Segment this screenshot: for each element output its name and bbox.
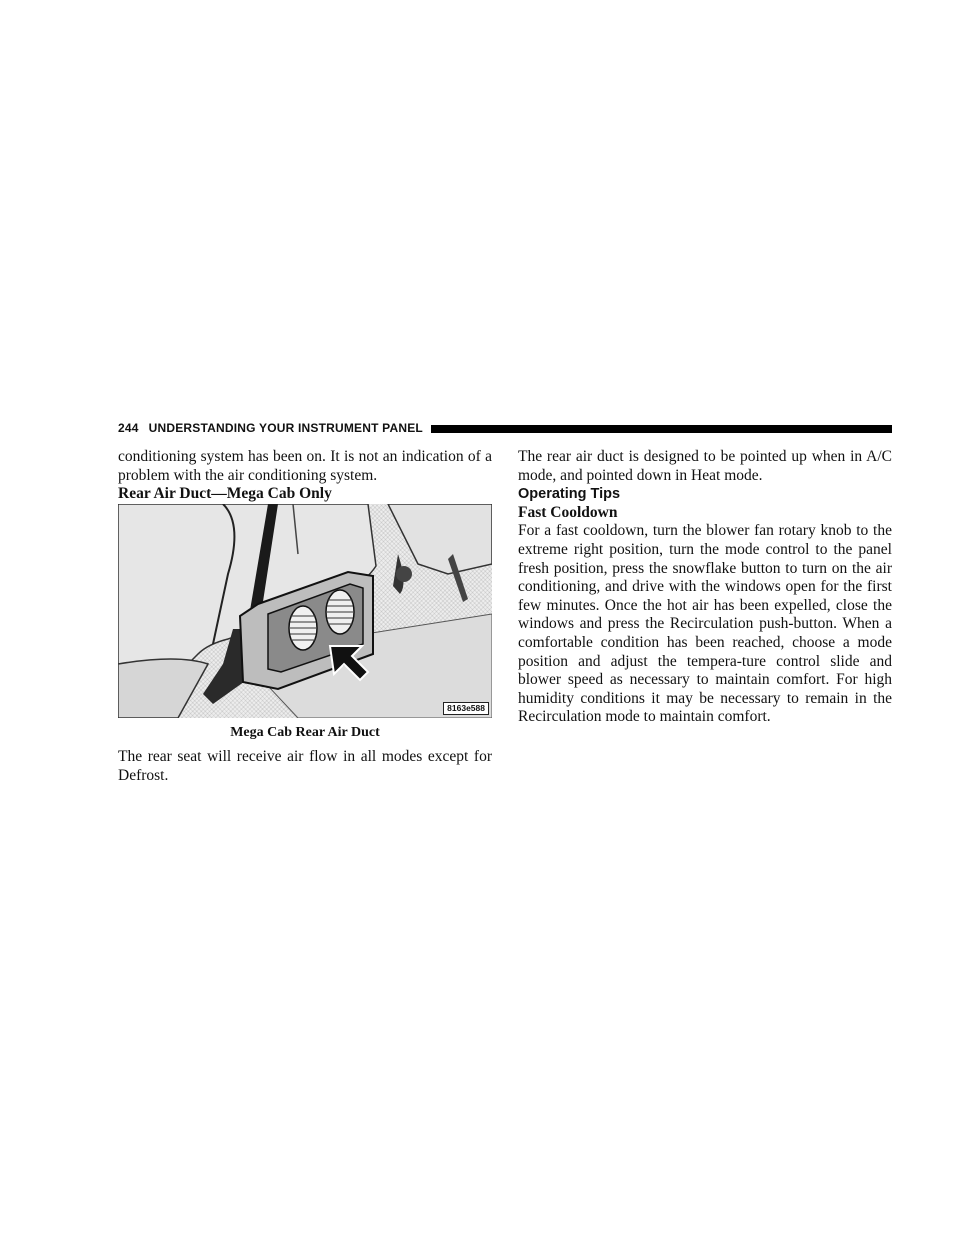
rear-air-duct-heading: Rear Air Duct—Mega Cab Only: [118, 485, 332, 503]
header-rule: [431, 425, 892, 433]
page-number: 244: [118, 421, 139, 435]
figure-id-label: 8163e588: [443, 702, 489, 715]
rear-air-duct-illustration: [118, 504, 492, 718]
fast-cooldown-subheading: Fast Cooldown: [518, 503, 618, 521]
illustration-drawing: [118, 504, 492, 718]
section-title: UNDERSTANDING YOUR INSTRUMENT PANEL: [148, 421, 423, 435]
rear-seat-airflow-paragraph: The rear seat will receive air flow in all modes except for Defrost.: [118, 748, 492, 784]
operating-tips-heading: Operating Tips: [518, 486, 621, 503]
continuation-paragraph: conditioning system has been on. It is not an indication of a problem with the air conditioning system.: [118, 448, 492, 484]
right-column: [518, 448, 892, 727]
figure-caption: Mega Cab Rear Air Duct: [230, 724, 380, 740]
left-column: [118, 448, 492, 786]
duct-direction-paragraph: The rear air duct is designed to be pointed up when in A/C mode, and pointed down in Heat mode.: [518, 448, 892, 484]
page-header: [118, 419, 892, 437]
fast-cooldown-paragraph: For a fast cooldown, turn the blower fan rotary knob to the extreme right position, turn the mode control to the panel fresh position, press the snowflake button to turn on the air conditioning, and drive with the windows open for the first few minutes. Once the hot air has been expelled, close the windows and press the Recirculation push-button. When a comfortable condition has been reached, choose a mode position and adjust the tempera-ture control slide and blower speed as necessary to maintain comfort. For high humidity conditions it may be necessary to remain in the Recirculation mode to maintain comfort.: [518, 522, 892, 726]
